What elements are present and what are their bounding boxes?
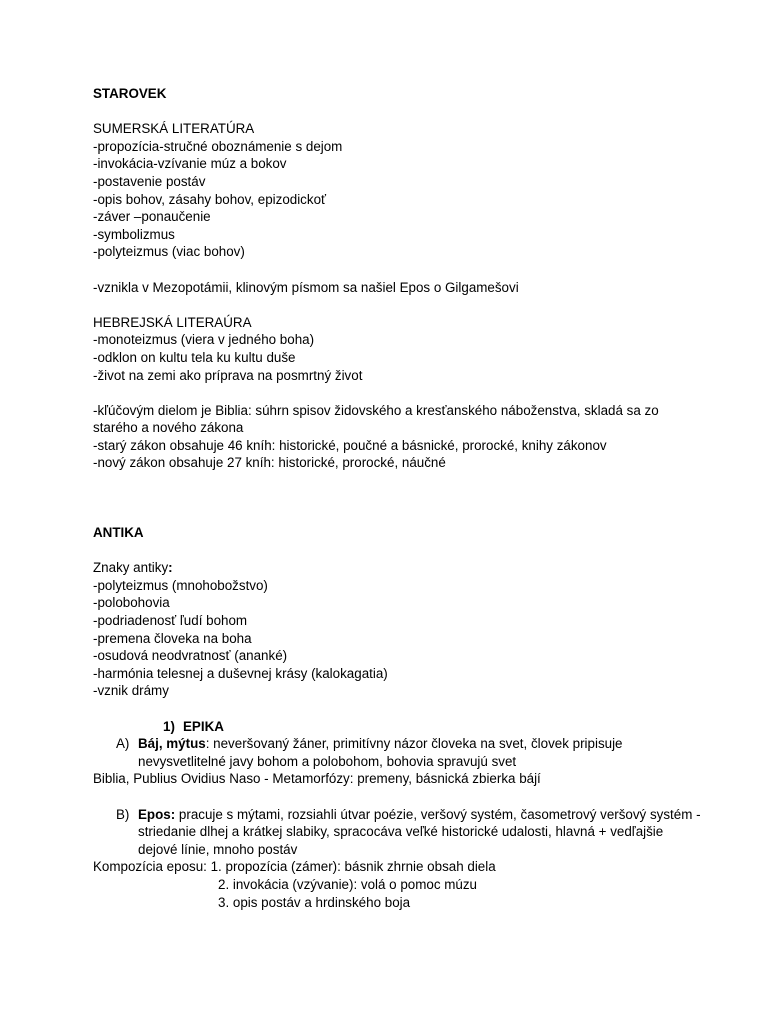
heading-starovek: STAROVEK [93,86,167,101]
list-item-baj [93,735,703,770]
list-item: -záver –ponaučenie [93,209,211,225]
list-item: -propozícia-stručné oboznámenie s dejom [93,138,343,154]
heading-hebrejska-literatura: HEBREJSKÁ LITERAÚRA [93,314,252,330]
list-item: -život na zemi ako príprava na posmrtný život [93,367,363,383]
list-item: -premena človeka na boha [93,630,252,646]
list-item: -podriadenosť ľudí bohom [93,613,248,629]
znaky-colon: : [168,560,173,576]
paragraph-baj-example: Biblia, Publius Ovidius Naso - Metamorfózy: premeny, básnická zbierka bájí [93,771,541,787]
spacer [93,296,703,314]
list-item-epos [93,806,703,859]
epika-title: EPIKA [183,718,224,734]
list-item: -polyteizmus (viac bohov) [93,244,245,260]
list-item: -harmónia telesnej a duševnej krásy (kalokagatia) [93,665,388,681]
composition-label: Kompozícia eposu: [93,859,211,875]
znaky-title: Znaky antiky [93,560,169,576]
list-item: -invokácia-vzívanie múz a bokov [93,156,287,172]
baj-term: Báj, mýtus [138,736,206,752]
heading-antika: ANTIKA [93,525,144,541]
composition-item: 3. opis postáv a hrdinského boja [218,894,411,910]
list-marker: A) [116,736,130,752]
list-item: -symbolizmus [93,226,175,242]
heading-sumerska-literatura: SUMERSKÁ LITERATÚRA [93,121,255,137]
heading-epika [93,718,703,736]
list-item: -polyteizmus (mnohobožstvo) [93,577,268,593]
spacer [93,384,703,402]
composition-row [93,858,703,876]
epos-term: Epos: [138,806,176,822]
baj-description: : neveršovaný žáner, primitívny názor človeka na svet, človek pripisuje nevysvetlitelné javy bohom a polobohom, bohovia spravujú svet [138,736,623,769]
list-item: -opis bohov, zásahy bohov, epizodickoť [93,191,327,207]
list-item: -vznik drámy [93,683,169,699]
list-item: -postavenie postáv [93,173,206,189]
list-item: -polobohovia [93,595,170,611]
spacer [93,261,703,279]
document-page [93,85,703,911]
spacer [93,788,703,806]
list-item: -monoteizmus (viera v jedného boha) [93,332,315,348]
paragraph-mezopotamia: -vznikla v Mezopotámii, klinovým písmom sa našiel Epos o Gilgamešovi [93,279,519,295]
spacer [93,542,703,560]
list-marker: B) [116,806,130,822]
spacer [93,700,703,718]
epos-description: pracuje s mýtami, rozsiahli útvar poézie, veršový systém, časometrový veršový systém - striedanie dlhej a krátkej slabiky, spracocáva veľké historické udalosti, hlavná + vedľajšie dejové línie, mnoho postáv [138,806,701,857]
heading-znaky-antiky [93,559,703,577]
epos-text [138,806,703,859]
epika-number: 1) [163,718,175,734]
list-item: -osudová neodvratnosť (ananké) [93,648,288,664]
paragraph-stary-zakon: -starý zákon obsahuje 46 kníh: historické, poučné a básnické, prorocké, knihy zákonov [93,437,607,453]
baj-text [138,735,703,770]
list-item: -odklon on kultu tela ku kultu duše [93,349,296,365]
spacer [93,472,703,524]
spacer [93,103,703,121]
composition-item: 2. invokácia (vzývanie): volá o pomoc múzu [218,876,477,892]
composition-item: 1. propozícia (zámer): básnik zhrnie obsah diela [210,859,496,875]
paragraph-biblia: -kľúčovým dielom je Biblia: súhrn spisov židovského a kresťanského náboženstva, skladá sa zo starého a nového zákona [93,402,659,436]
paragraph-novy-zakon: -nový zákon obsahuje 27 kníh: historické, prorocké, náučné [93,455,446,471]
